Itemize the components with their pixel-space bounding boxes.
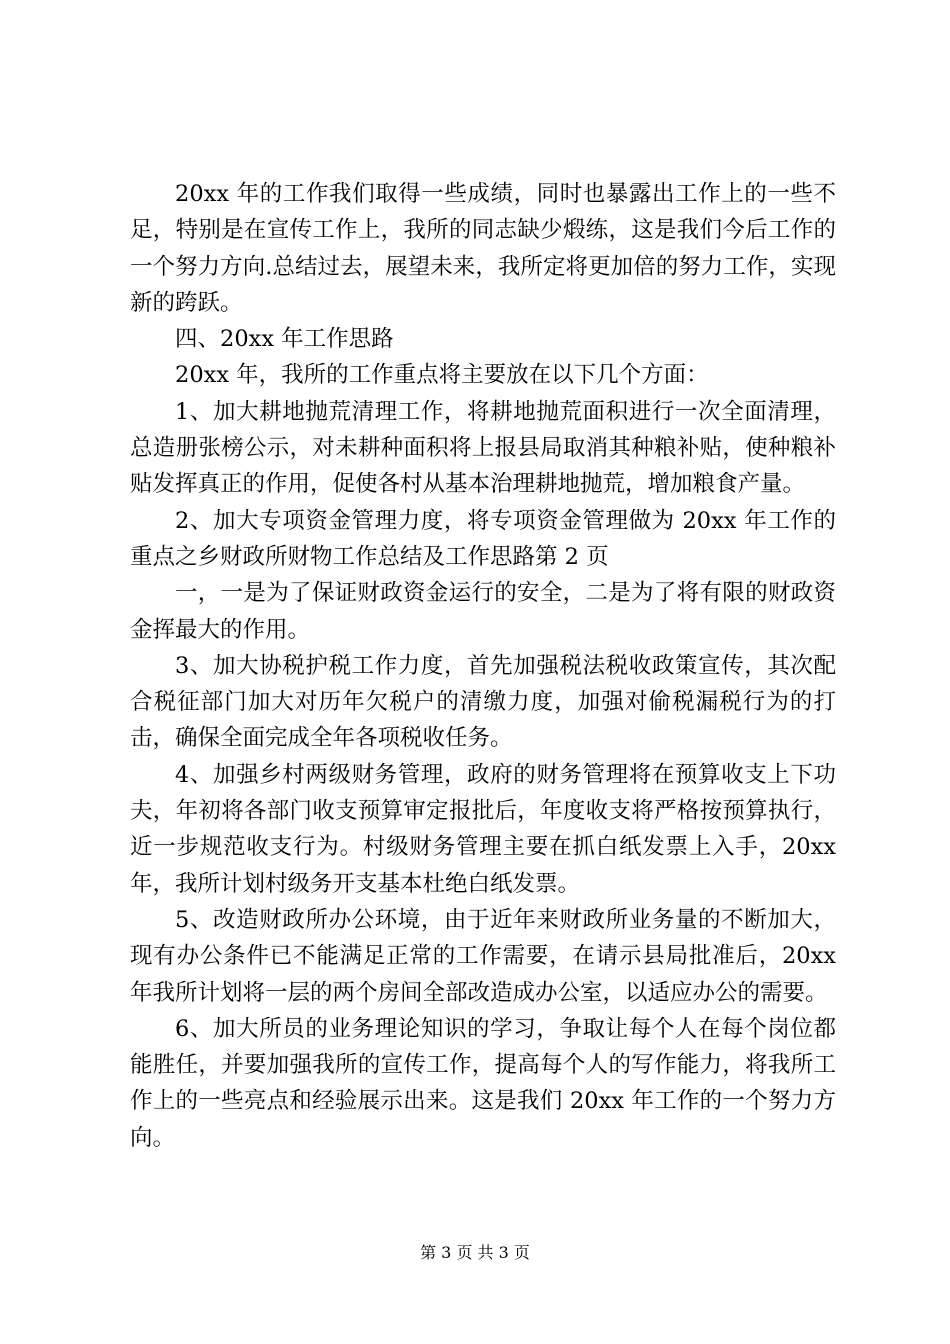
paragraph-item-5: 5、改造财政所办公环境，由于近年来财政所业务量的不断加大，现有办公条件已不能满足正常的工作需要，在请示县局批准后，20xx 年我所计划将一层的两个房间全部改造成办公室，以适应办公的需要。 xyxy=(130,906,836,1006)
paragraph-item-3: 3、加大协税护税工作力度，首先加强税法税收政策宣传，其次配合税征部门加大对历年欠税户的清缴力度，加强对偷税漏税行为的打击，确保全面完成全年各项税收任务。 xyxy=(130,652,836,752)
section-heading-work-plan: 四、20xx 年工作思路 xyxy=(175,326,394,353)
paragraph-summary: 20xx 年的工作我们取得一些成绩，同时也暴露出工作上的一些不足，特别是在宣传工作上，我所的同志缺少煅练，这是我们今后工作的一个努力方向.总结过去，展望未来，我所定将更加倍的努力工作，实现新的跨跃。 xyxy=(130,181,836,316)
paragraph-item-2: 2、加大专项资金管理力度，将专项资金管理做为 20xx 年工作的重点之乡财政所财物工作总结及工作思路第 2 页 xyxy=(130,507,836,570)
paragraph-item-4: 4、加强乡村两级财务管理，政府的财务管理将在预算收支上下功夫，年初将各部门收支预算审定报批后，年度收支将严格按预算执行，近一步规范收支行为。村级财务管理主要在抓白纸发票上入手，20xx 年，我所计划村级务开支基本杜绝白纸发票。 xyxy=(130,761,836,897)
paragraph-item-1: 1、加大耕地抛荒清理工作，将耕地抛荒面积进行一次全面清理，总造册张榜公示，对未耕种面积将上报县局取消其种粮补贴，使种粮补贴发挥真正的作用，促使各村从基本治理耕地抛荒，增加粮食产量。 xyxy=(130,398,836,498)
paragraph-item-2-continued: 一，一是为了保证财政资金运行的安全，二是为了将有限的财政资金挥最大的作用。 xyxy=(130,580,836,643)
paragraph-item-6: 6、加大所员的业务理论知识的学习，争取让每个人在每个岗位都能胜任，并要加强我所的宣传工作，提高每个人的写作能力，将我所工作上的一些亮点和经验展示出来。这是我们 20xx 年工作的一个努力方向。 xyxy=(130,1015,836,1151)
paragraph-intro: 20xx 年，我所的工作重点将主要放在以下几个方面： xyxy=(175,362,709,389)
document-body xyxy=(130,176,836,1156)
page-number-footer: 第 3 页 共 3 页 xyxy=(420,1243,530,1262)
